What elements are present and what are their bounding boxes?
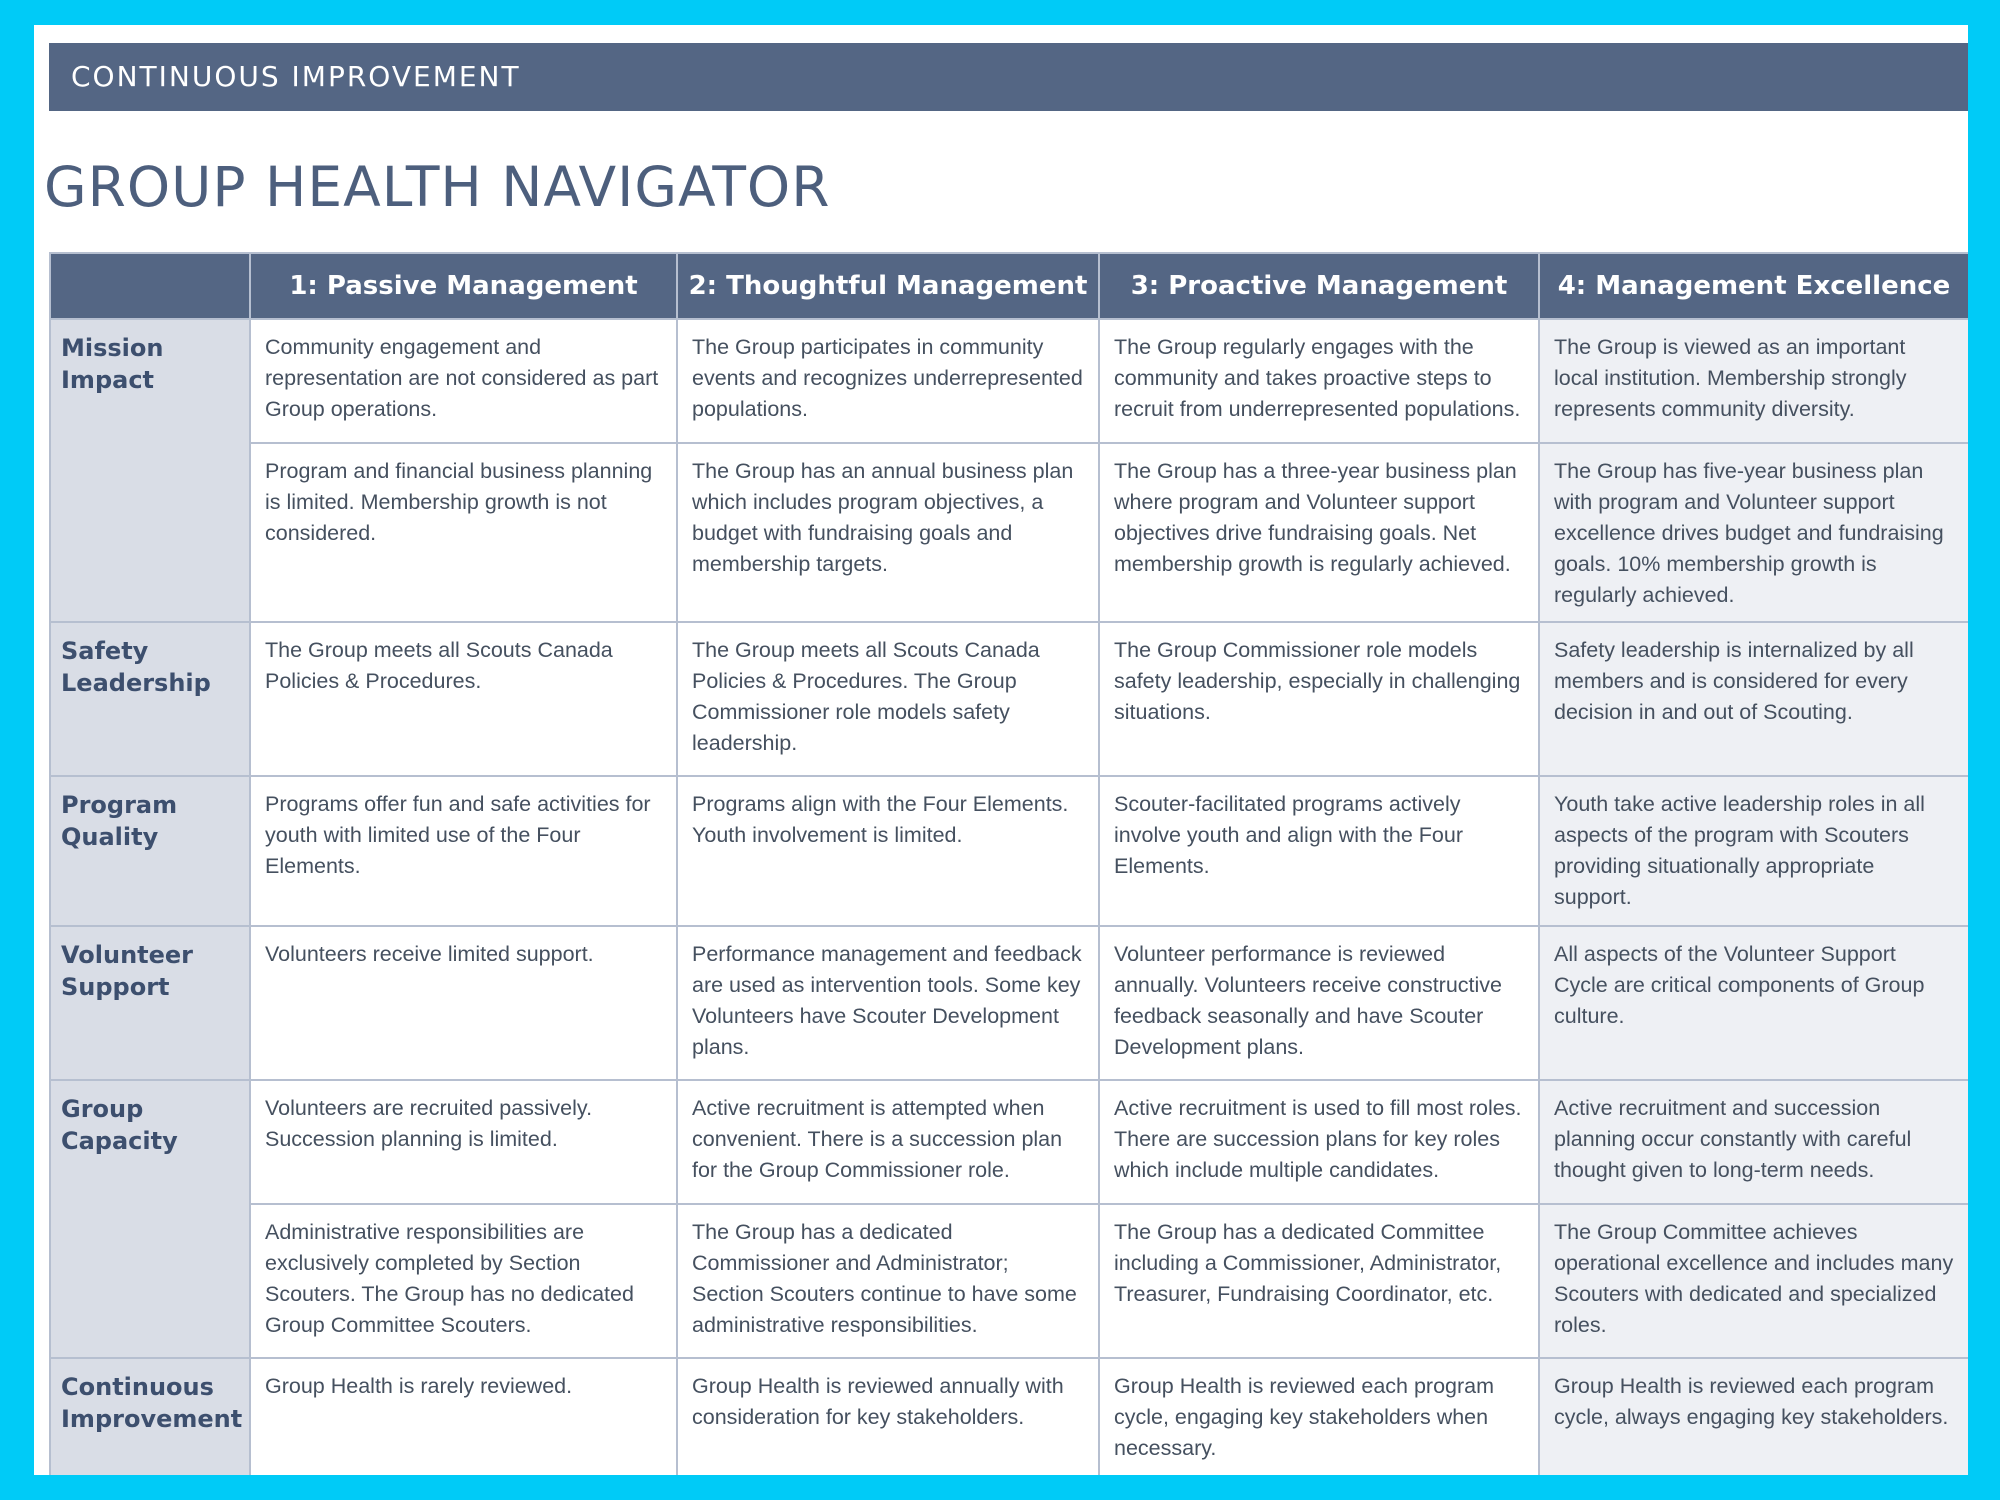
column-header: 2: Thoughtful Management bbox=[677, 253, 1099, 319]
table-cell: Community engagement and representation are not considered as part Group operations. bbox=[250, 319, 677, 443]
health-navigator-table bbox=[49, 252, 1968, 1475]
category-volunteer-support: Volunteer Support bbox=[50, 926, 250, 1080]
table-cell: The Group meets all Scouts Canada Policies & Procedures. bbox=[250, 622, 677, 776]
header-corner-cell bbox=[50, 253, 250, 319]
table-cell: Performance management and feedback are used as intervention tools. Some key Volunteers have Scouter Development plans. bbox=[677, 926, 1099, 1080]
table-cell: Active recruitment and succession planning occur constantly with careful thought given to long-term needs. bbox=[1539, 1080, 1968, 1204]
table-cell: Group Health is rarely reviewed. bbox=[250, 1358, 677, 1475]
column-header: 4: Management Excellence bbox=[1539, 253, 1968, 319]
category-continuous-improvement: Continuous Improvement bbox=[50, 1358, 250, 1475]
table-row bbox=[50, 443, 1968, 622]
table-cell: The Group Committee achieves operational excellence and includes many Scouters with dedicated and specialized roles. bbox=[1539, 1204, 1968, 1358]
document-page bbox=[34, 25, 1968, 1475]
table-cell: Group Health is reviewed each program cycle, always engaging key stakeholders. bbox=[1539, 1358, 1968, 1475]
table-cell: Administrative responsibilities are exclusively completed by Section Scouters. The Group has no dedicated Group Committee Scouters. bbox=[250, 1204, 677, 1358]
section-banner: CONTINUOUS IMPROVEMENT bbox=[49, 43, 1968, 111]
table-cell: The Group has an annual business plan which includes program objectives, a budget with fundraising goals and membership targets. bbox=[677, 443, 1099, 622]
table-cell: The Group has a dedicated Committee including a Commissioner, Administrator, Treasurer, Fundraising Coordinator, etc. bbox=[1099, 1204, 1539, 1358]
column-header: 3: Proactive Management bbox=[1099, 253, 1539, 319]
table-row bbox=[50, 1080, 1968, 1204]
table-cell: Program and financial business planning is limited. Membership growth is not considered. bbox=[250, 443, 677, 622]
category-group-capacity: Group Capacity bbox=[50, 1080, 250, 1358]
table-cell: Programs offer fun and safe activities for youth with limited use of the Four Elements. bbox=[250, 776, 677, 926]
table-cell: The Group is viewed as an important local institution. Membership strongly represents community diversity. bbox=[1539, 319, 1968, 443]
table-cell: Scouter-facilitated programs actively involve youth and align with the Four Elements. bbox=[1099, 776, 1539, 926]
table-cell: All aspects of the Volunteer Support Cycle are critical components of Group culture. bbox=[1539, 926, 1968, 1080]
category-safety-leadership: Safety Leadership bbox=[50, 622, 250, 776]
category-mission-impact: Mission Impact bbox=[50, 319, 250, 622]
table-cell: The Group has five-year business plan with program and Volunteer support excellence drives budget and fundraising goals. 10% membership growth is regularly achieved. bbox=[1539, 443, 1968, 622]
table-cell: Group Health is reviewed each program cycle, engaging key stakeholders when necessary. bbox=[1099, 1358, 1539, 1475]
table-cell: Youth take active leadership roles in all aspects of the program with Scouters providing situationally appropriate support. bbox=[1539, 776, 1968, 926]
category-program-quality: Program Quality bbox=[50, 776, 250, 926]
table-cell: The Group regularly engages with the community and takes proactive steps to recruit from underrepresented populations. bbox=[1099, 319, 1539, 443]
table-row bbox=[50, 622, 1968, 776]
table-cell: Active recruitment is used to fill most roles. There are succession plans for key roles which include multiple candidates. bbox=[1099, 1080, 1539, 1204]
column-header: 1: Passive Management bbox=[250, 253, 677, 319]
table-cell: Active recruitment is attempted when convenient. There is a succession plan for the Group Commissioner role. bbox=[677, 1080, 1099, 1204]
table-cell: Safety leadership is internalized by all members and is considered for every decision in and out of Scouting. bbox=[1539, 622, 1968, 776]
table-cell: The Group participates in community events and recognizes underrepresented populations. bbox=[677, 319, 1099, 443]
table-cell: The Group meets all Scouts Canada Policies & Procedures. The Group Commissioner role models safety leadership. bbox=[677, 622, 1099, 776]
table-cell: The Group Commissioner role models safety leadership, especially in challenging situations. bbox=[1099, 622, 1539, 776]
table-cell: Programs align with the Four Elements. Youth involvement is limited. bbox=[677, 776, 1099, 926]
table-row bbox=[50, 926, 1968, 1080]
table-cell: Volunteer performance is reviewed annually. Volunteers receive constructive feedback seasonally and have Scouter Development plans. bbox=[1099, 926, 1539, 1080]
table-row bbox=[50, 776, 1968, 926]
table-cell: The Group has a three-year business plan where program and Volunteer support objectives drive fundraising goals. Net membership growth is regularly achieved. bbox=[1099, 443, 1539, 622]
table-cell: Group Health is reviewed annually with consideration for key stakeholders. bbox=[677, 1358, 1099, 1475]
table-row bbox=[50, 1204, 1968, 1358]
page-title: GROUP HEALTH NAVIGATOR bbox=[44, 155, 831, 219]
table-cell: Volunteers are recruited passively. Succession planning is limited. bbox=[250, 1080, 677, 1204]
table-row bbox=[50, 319, 1968, 443]
table-cell: Volunteers receive limited support. bbox=[250, 926, 677, 1080]
table-row bbox=[50, 1358, 1968, 1475]
table-cell: The Group has a dedicated Commissioner and Administrator; Section Scouters continue to have some administrative responsibilities. bbox=[677, 1204, 1099, 1358]
table-header-row bbox=[50, 253, 1968, 319]
